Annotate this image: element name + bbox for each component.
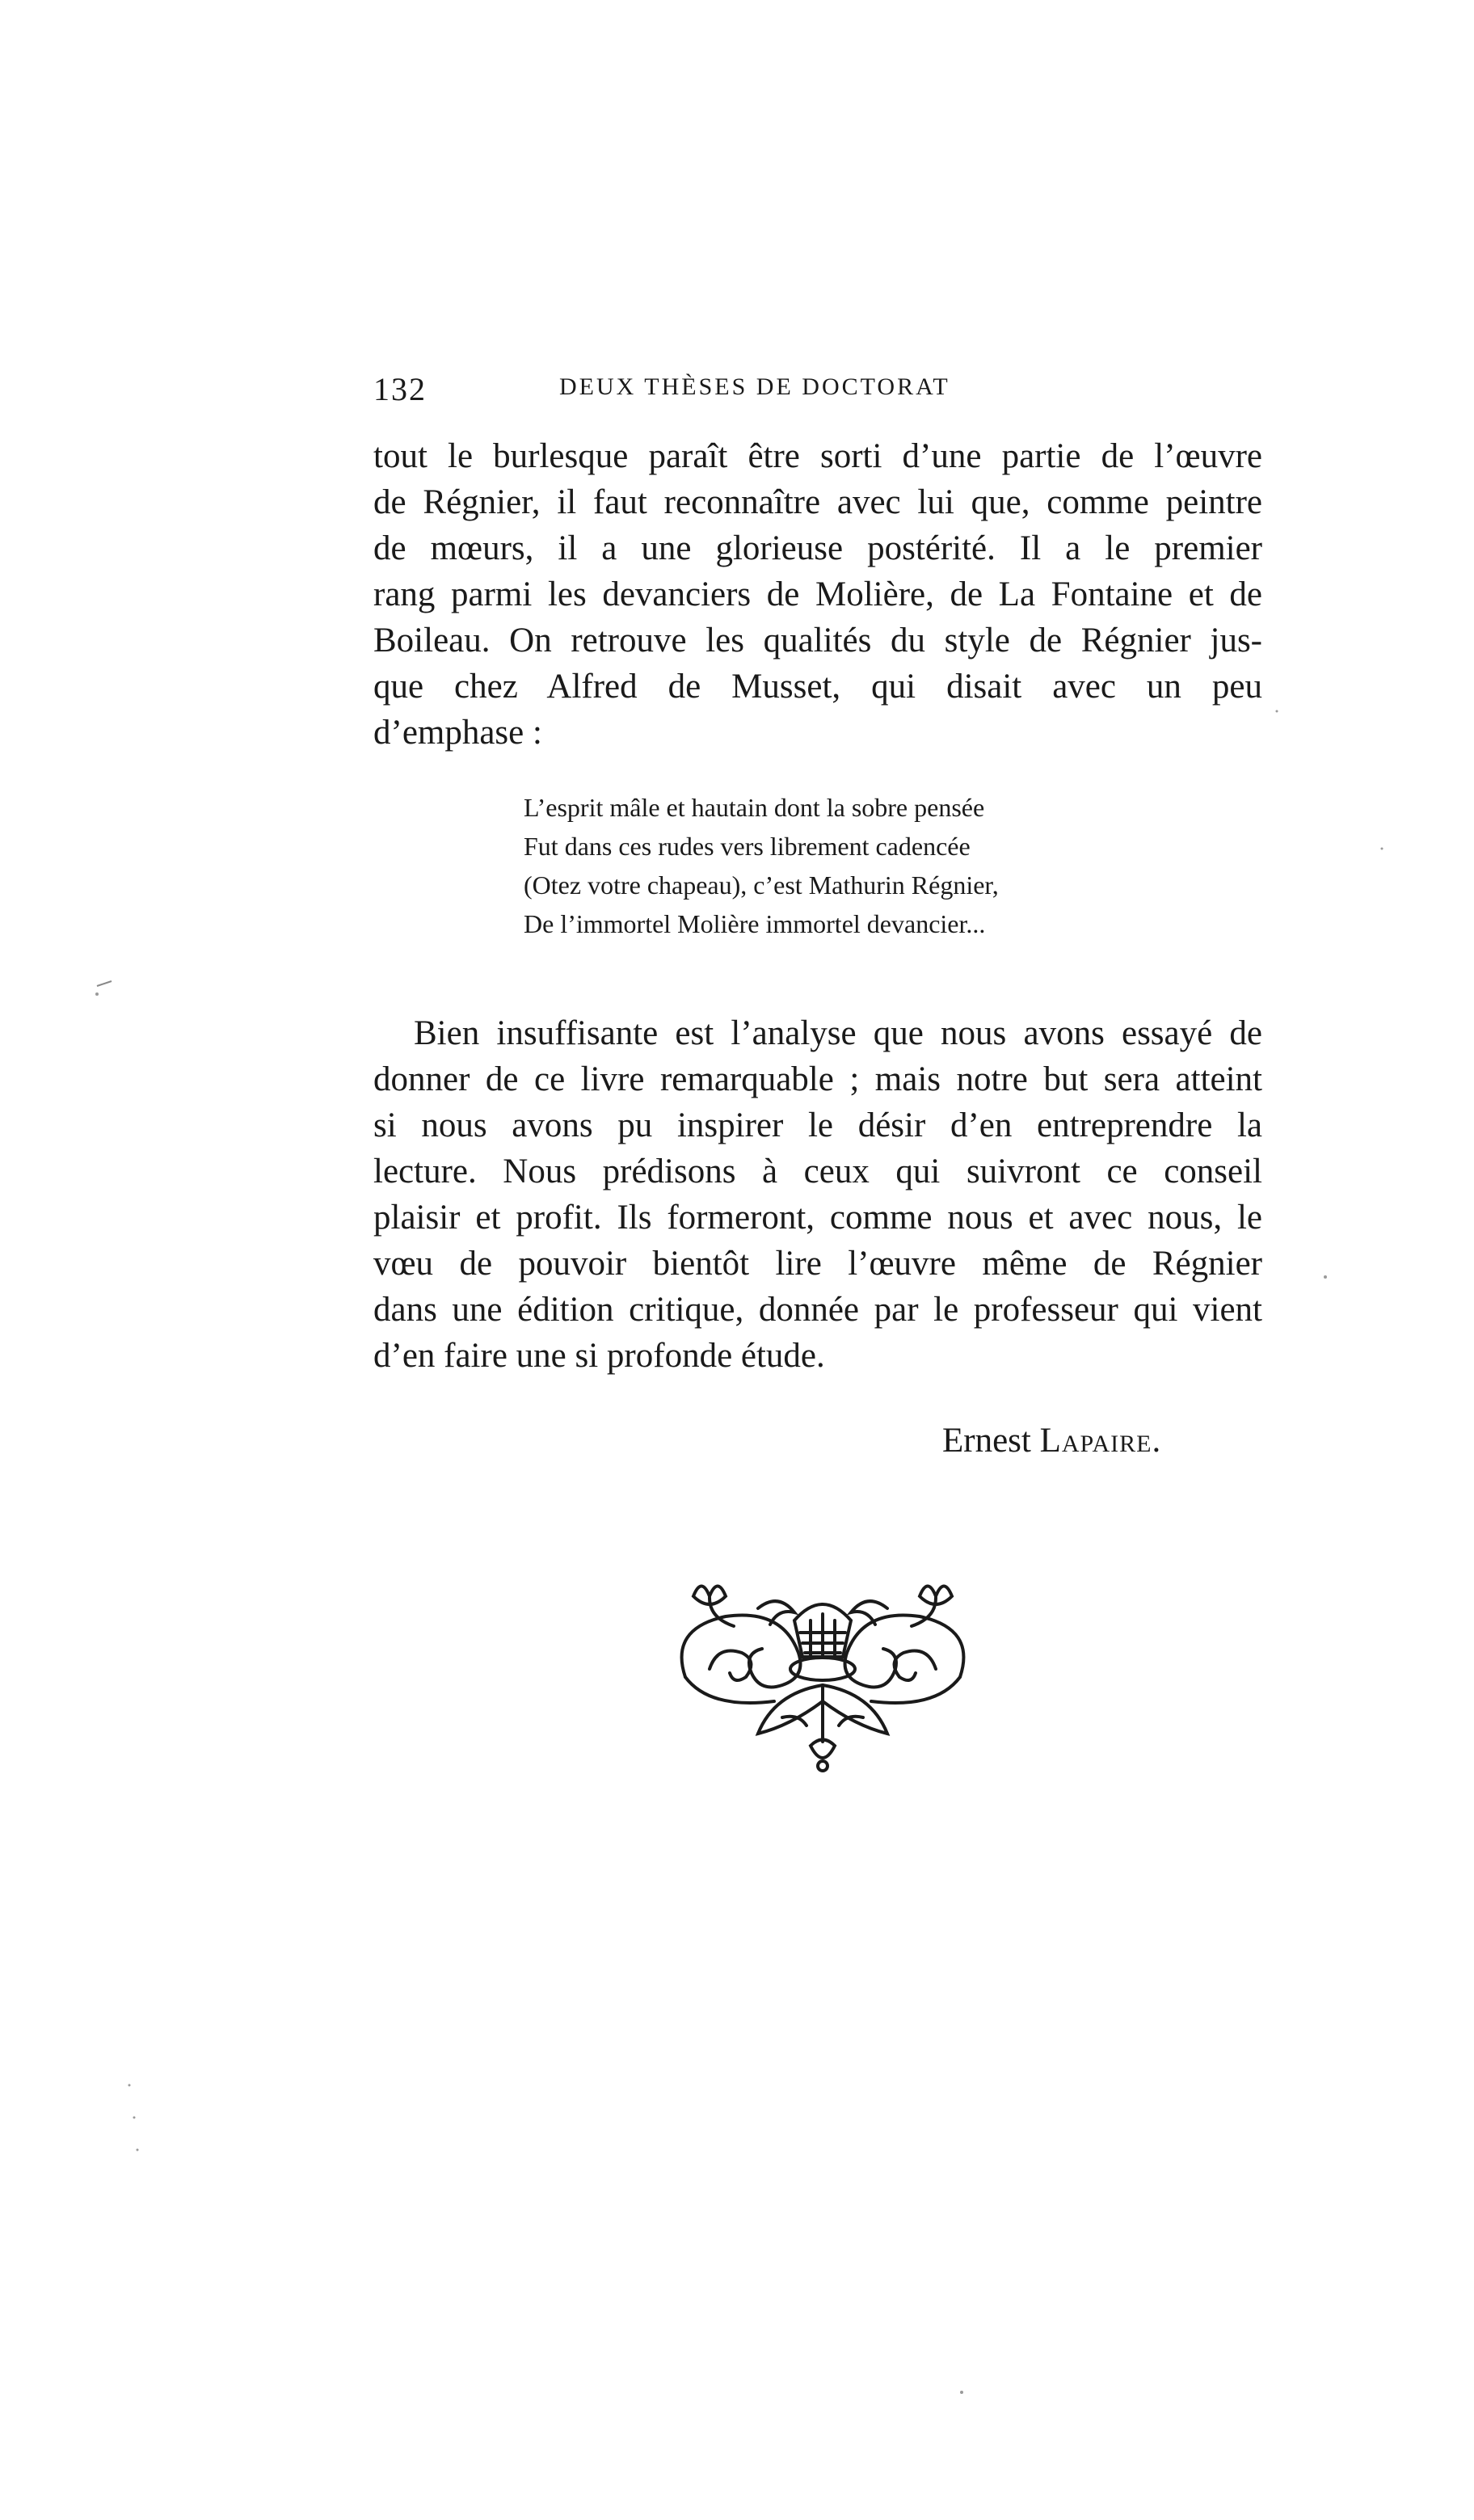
text-line: dans une édition critique, donnée par le professeur qui vient bbox=[373, 1291, 1262, 1329]
signature-first-name: Ernest bbox=[942, 1422, 1031, 1460]
text-line: Bien insuffisante est l’analyse que nous avons essayé de bbox=[414, 1014, 1262, 1052]
text-line: si nous avons pu inspirer le désir d’en entreprendre la bbox=[373, 1106, 1262, 1144]
text-line: que chez Alfred de Musset, qui disait avec un peu bbox=[373, 668, 1262, 706]
text-line: lecture. Nous prédisons à ceux qui suivront ce conseil bbox=[373, 1153, 1262, 1190]
verse-line: De l’immortel Molière immortel devancier... bbox=[524, 909, 986, 938]
verse-line: Fut dans ces rudes vers librement cadencée bbox=[524, 832, 971, 861]
text-line: Boileau. On retrouve les qualités du style de Régnier jus- bbox=[373, 622, 1262, 659]
verse-line: (Otez votre chapeau), c’est Mathurin Régnier, bbox=[524, 870, 999, 900]
text-line: donner de ce livre remarquable ; mais notre but sera atteint bbox=[373, 1060, 1262, 1098]
text-line: vœu de pouvoir bientôt lire l’œuvre même de Régnier bbox=[373, 1245, 1262, 1283]
text-line: de mœurs, il a une glorieuse postérité. Il a le premier bbox=[373, 529, 1262, 567]
text-line: plaisir et profit. Ils formeront, comme nous et avec nous, le bbox=[373, 1199, 1262, 1237]
text-line: d’en faire une si profonde étude. bbox=[373, 1337, 825, 1375]
text-line: tout le burlesque paraît être sorti d’une partie de l’œuvre bbox=[373, 437, 1262, 475]
running-title: DEUX THÈSES DE DOCTORAT bbox=[559, 373, 950, 400]
text-line: de Régnier, il faut reconnaître avec lui que, comme peintre bbox=[373, 483, 1262, 521]
verse-line: L’esprit mâle et hautain dont la sobre pensée bbox=[524, 793, 985, 822]
text-line: rang parmi les devanciers de Molière, de La Fontaine et de bbox=[373, 575, 1262, 613]
text-line: d’emphase : bbox=[373, 714, 542, 752]
page-number: 132 bbox=[373, 371, 427, 407]
signature-surname: Lapaire. bbox=[1039, 1422, 1162, 1460]
